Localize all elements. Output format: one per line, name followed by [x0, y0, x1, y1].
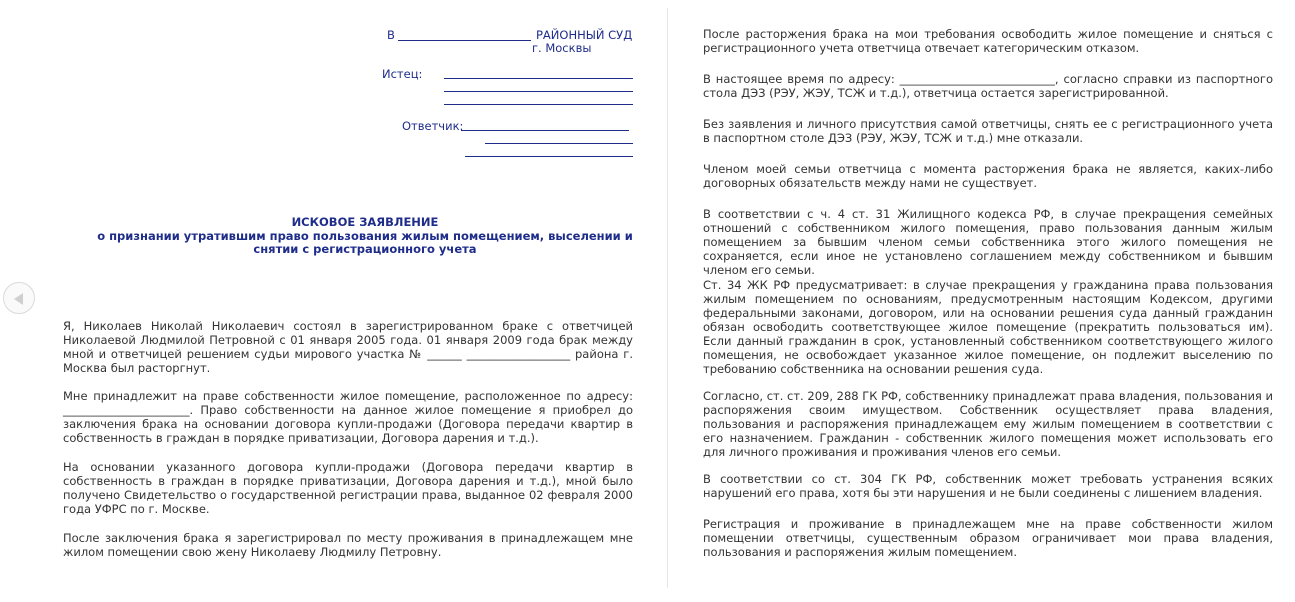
- document-title: ИСКОВОЕ ЗАЯВЛЕНИЕ: [291, 215, 439, 229]
- plaintiff-line-3: [444, 104, 633, 105]
- plaintiff-line-2: [444, 91, 633, 92]
- left-paragraph-ownership: Мне принадлежит на праве собственности жилое помещение, расположенное по адресу: ______________________. Право собственности на данное жилое помещение я приобрел до заключения брака на основании договора купли-продажи (Договора передачи квартир в собственность в граждан в порядке приватизации, Договора дарения и т.д.).: [63, 389, 633, 445]
- right-paragraph-family-member: Членом моей семьи ответчица с момента расторжения брака не является, каких-либо договорных обязательств между нами не существует.: [703, 162, 1273, 190]
- right-paragraph-passport-office: Без заявления и личного присутствия самой ответчицы, снять ее с регистрационного учета в паспортном столе ДЭЗ (РЭУ, ЖЭУ, ТСЖ и т.д.) мне отказали.: [703, 117, 1273, 145]
- defendant-line-3: [465, 156, 633, 157]
- right-paragraph-articles-209-288: Согласно, ст. ст. 209, 288 ГК РФ, собственнику принадлежат права владения, пользования и распоряжения своим имуществом. Собственник осуществляет права владения, пользования и распоряжения принадлежащем ему жилым помещением в соответствии с его назначением. Гражданин - собственник жилого помещения может использовать его для личного проживания и проживания членов его семьи.: [703, 389, 1273, 459]
- right-paragraph-address: В настоящее время по адресу: ___________________________, согласно справки из паспортного стола ДЭЗ (РЭУ, ЖЭУ, ТСЖ и т.д.), ответчица остается зарегистрированной.: [703, 72, 1273, 100]
- left-paragraph-marriage: Я, Николаев Николай Николаевич состоял в зарегистрированном браке с ответчицей Николаевой Людмилой Петровной с 01 января 2005 года. 01 января 2009 года брак между мной и ответчицей решением судьи мирового участка № ______ __________________ района г. Москва был расторгнут.: [63, 319, 633, 375]
- right-paragraph-refusal: После расторжения брака на мои требования освободить жилое помещение и сняться с регистрационного учета ответчица отвечает категорическим отказом.: [703, 27, 1273, 55]
- left-paragraph-registration: После заключения брака я зарегистрировал по месту проживания в принадлежащем мне жилом помещении свою жену Николаеву Людмилу Петровну.: [63, 531, 633, 559]
- document-page-right: [668, 0, 1295, 602]
- previous-page-arrow-icon[interactable]: [3, 282, 35, 314]
- court-prefix: В: [387, 28, 395, 42]
- document-subtitle-line-2: снятии с регистрационного учета: [253, 242, 477, 256]
- defendant-line-1: [461, 130, 629, 131]
- defendant-line-2: [485, 143, 633, 144]
- right-paragraph-article-304: В соответствии со ст. 304 ГК РФ, собственник может требовать устранения всяких нарушений его права, хотя бы эти нарушения и не были соединены с лишением владения.: [703, 472, 1273, 500]
- court-city: г. Москвы: [532, 41, 592, 55]
- defendant-label: Ответчик:: [402, 119, 464, 133]
- court-blank-line: [398, 40, 531, 41]
- court-name: РАЙОННЫЙ СУД: [536, 28, 633, 42]
- document-subtitle-line-1: о признании утратившим право пользования жилым помещением, выселении и: [97, 229, 633, 243]
- right-paragraph-article-31: В соответствии с ч. 4 ст. 31 Жилищного кодекса РФ, в случае прекращения семейных отношений с собственником жилого помещения, право пользования данным жилым помещением за бывшим членом семьи собственника этого жилого помещения не сохраняется, если иное не установлено соглашением между собственником и бывшим членом его семьи.: [703, 207, 1273, 277]
- right-paragraph-article-34: Ст. 34 ЖК РФ предусматривает: в случае прекращения у гражданина права пользования жилым помещением по основаниям, предусмотренным настоящим Кодексом, другими федеральными законами, договором, или на основании решения суда данный гражданин обязан освободить соответствующее жилое помещение (прекратить пользоваться им). Если данный гражданин в срок, установленный собственником соответствующего жилого помещения, не освобождает указанное жилое помещение, он подлежит выселению по требованию собственника на основании решения суда.: [703, 278, 1273, 376]
- right-paragraph-restriction: Регистрация и проживание в принадлежащем мне на праве собственности жилом помещении ответчицы, существенным образом ограничивает мои права владения, пользования и распоряжения жилым помещением.: [703, 517, 1273, 559]
- plaintiff-line-1: [444, 78, 633, 79]
- plaintiff-label: Истец:: [382, 67, 423, 81]
- left-paragraph-certificate: На основании указанного договора купли-продажи (Договора передачи квартир в собственность в граждан в порядке приватизации, Договора дарения и т.д.), мной было получено Свидетельство о государственной регистрации права, выданное 02 февраля 2000 года УФРС по г. Москве.: [63, 460, 633, 516]
